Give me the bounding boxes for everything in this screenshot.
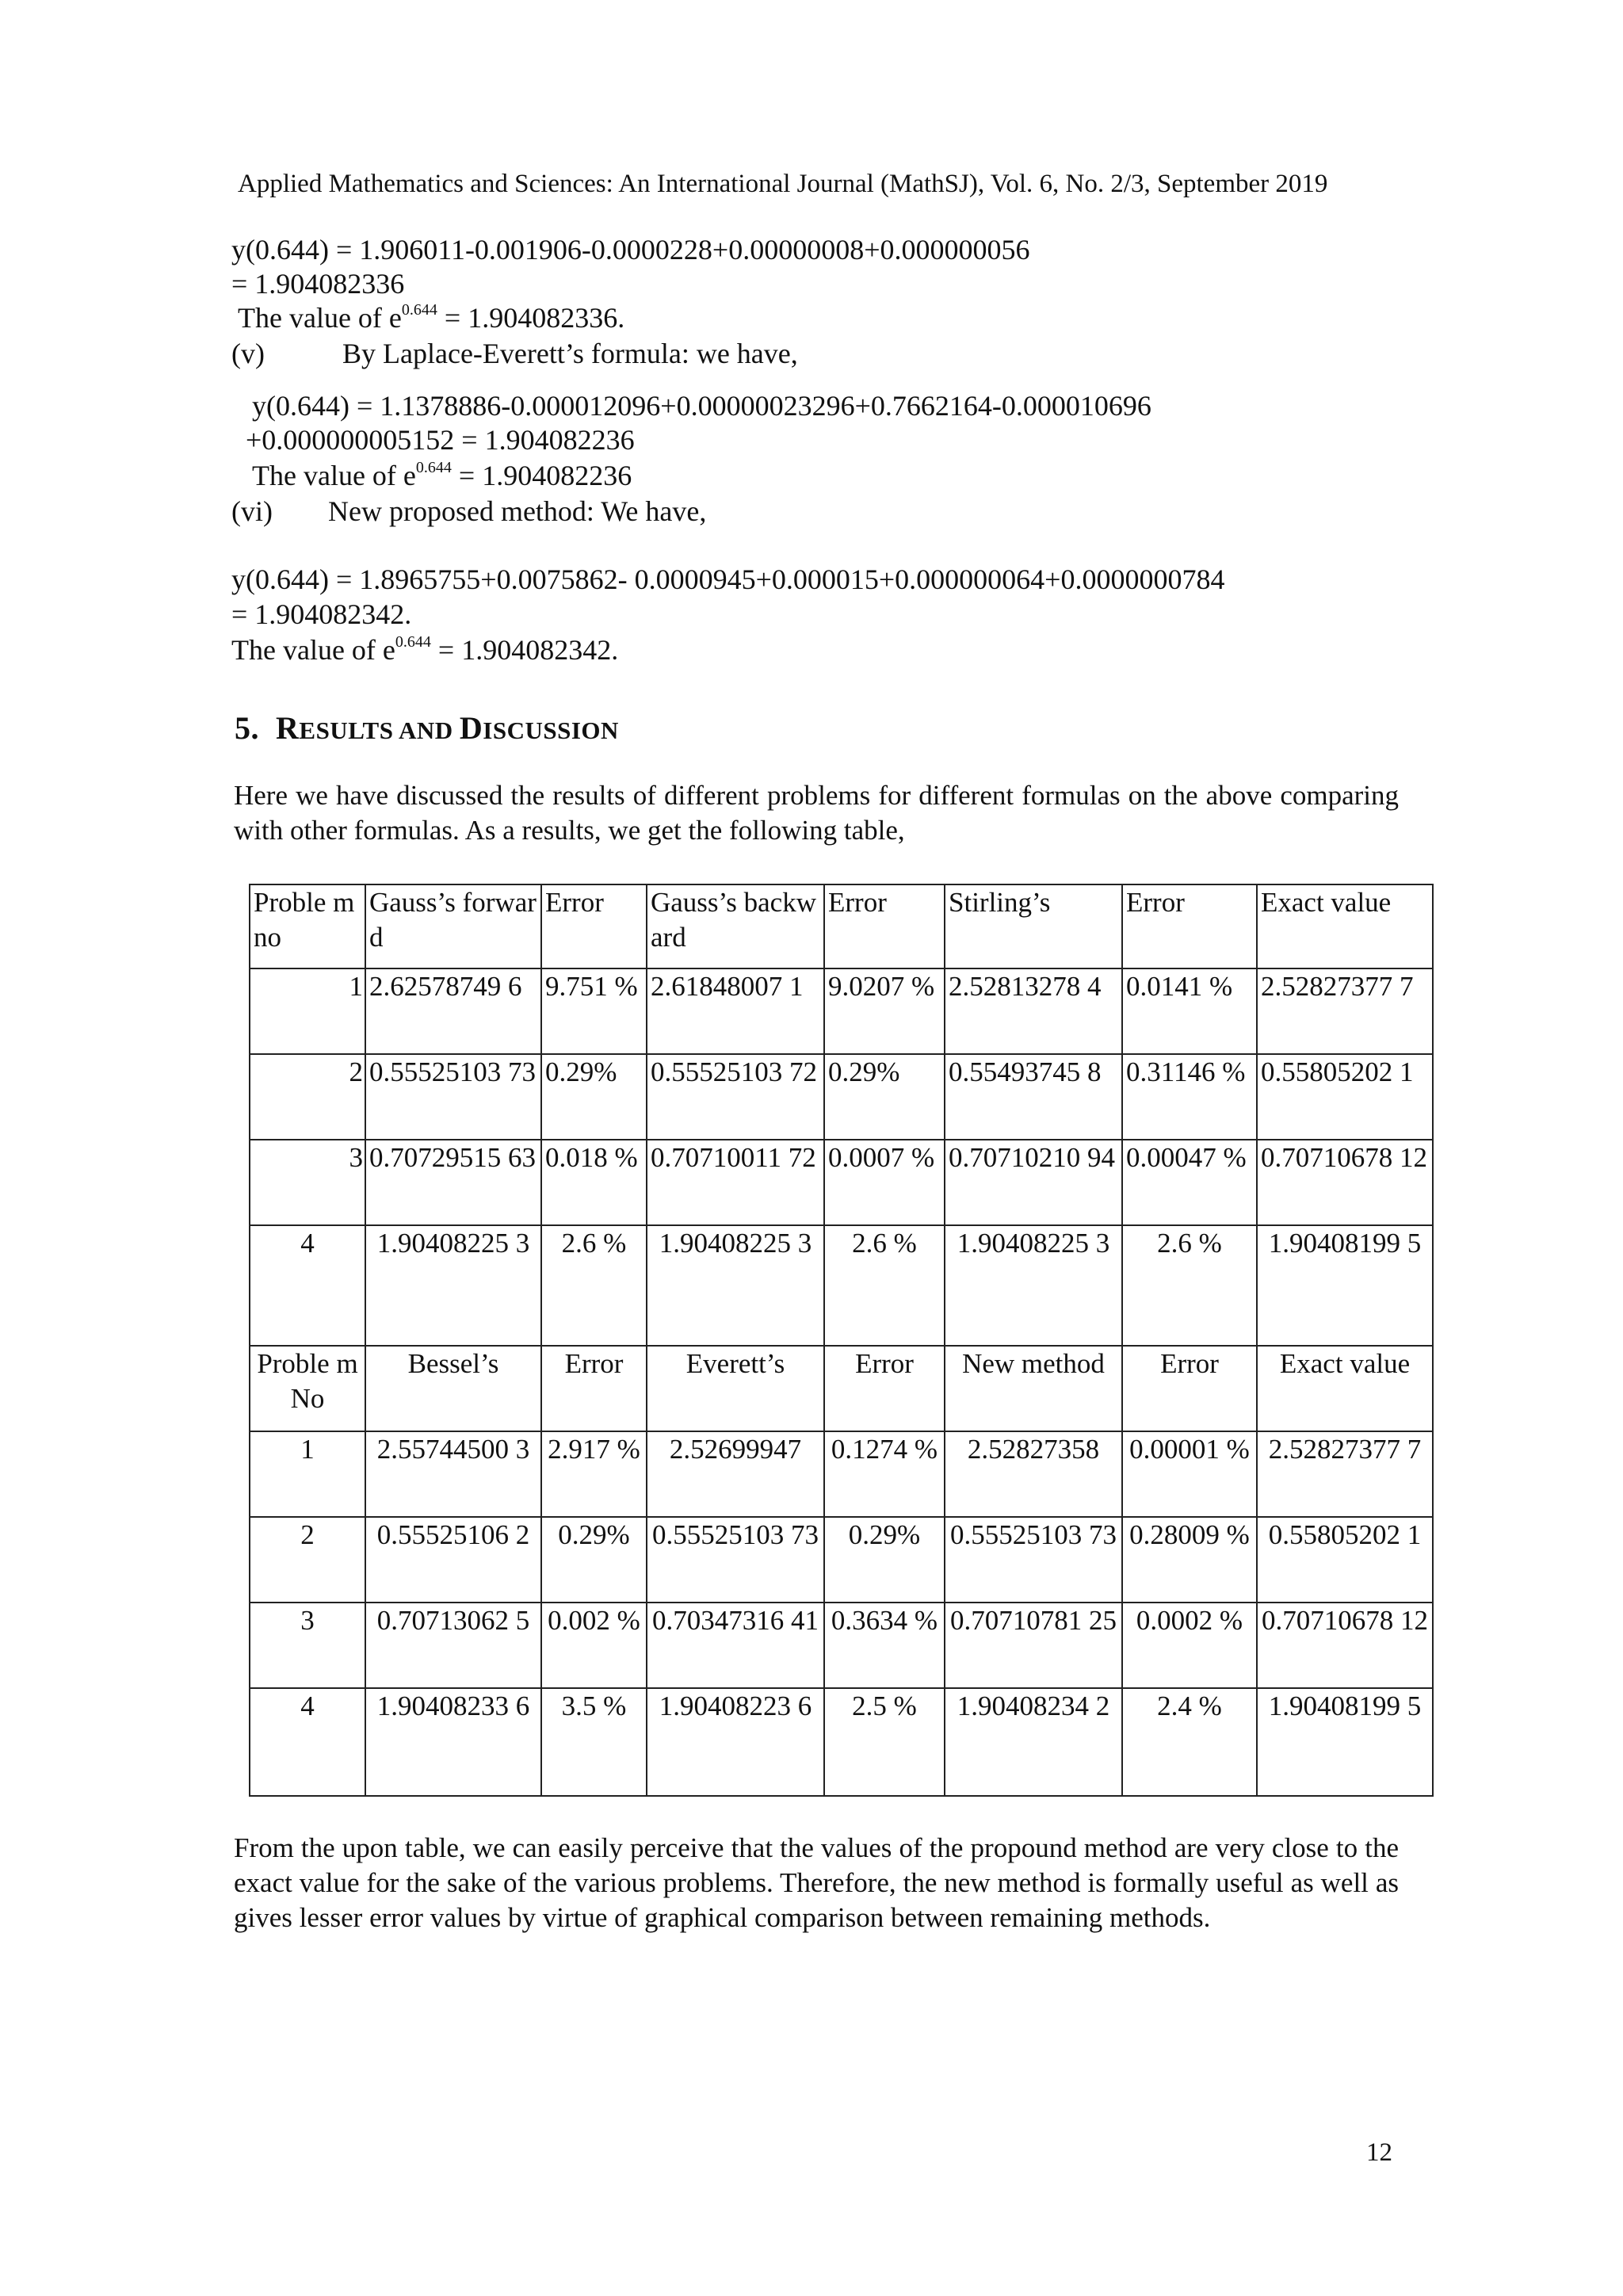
table-cell: 0.0007 % [824, 1140, 945, 1225]
table-cell: 2.61848007 1 [647, 968, 824, 1054]
table-cell: 2.52827377 7 [1257, 968, 1433, 1054]
header-cell: New method [945, 1346, 1122, 1431]
table-cell: 0.70713062 5 [365, 1603, 541, 1688]
value-line-2-post: = 1.904082236 [451, 460, 632, 491]
header-cell: Error [1122, 1346, 1257, 1431]
table-cell: 0.55805202 1 [1257, 1517, 1433, 1603]
section-number: 5. [235, 710, 259, 746]
header-cell: Proble m No [250, 1346, 365, 1431]
method-vi-number: (vi) [231, 495, 273, 527]
header-cell: Error [824, 1346, 945, 1431]
table-cell: 0.1274 % [824, 1431, 945, 1517]
table-cell: 0.3634 % [824, 1603, 945, 1688]
table-cell: 2.6 % [824, 1225, 945, 1346]
table-cell: 2.52827358 [945, 1431, 1122, 1517]
value-line-3-post: = 1.904082342. [430, 634, 619, 666]
table-header-row-1 [250, 884, 1433, 968]
table-cell: 2.917 % [541, 1431, 647, 1517]
table-cell: 0.29% [824, 1054, 945, 1140]
header-cell: Error [541, 1346, 647, 1431]
value-line-1-post: = 1.904082336. [437, 302, 625, 334]
table-row [250, 968, 1433, 1054]
equation-line-6: = 1.904082342. [231, 598, 412, 630]
table-cell: 0.29% [541, 1517, 647, 1603]
value-line-1 [238, 300, 624, 335]
header-cell: Exact value [1257, 1346, 1433, 1431]
conclusion-paragraph: From the upon table, we can easily perceive that the values of the propound method are very close to the exact value for the sake of the various problems. Therefore, the new method is formally useful as well as gives lesser error values by virtue of graphical comparison between remaining methods. [234, 1832, 1399, 1933]
table-cell: 0.29% [541, 1054, 647, 1140]
header-cell: Exact value [1257, 884, 1433, 968]
equation-line-3: y(0.644) = 1.1378886-0.000012096+0.00000023296+0.7662164-0.000010696 [252, 390, 1151, 422]
header-cell: Error [1122, 884, 1257, 968]
table-cell: 3 [250, 1140, 365, 1225]
table-cell: 0.55525103 73 [945, 1517, 1122, 1603]
header-cell: Error [824, 884, 945, 968]
table-row [250, 1054, 1433, 1140]
table-cell: 1 [250, 1431, 365, 1517]
header-cell: Error [541, 884, 647, 968]
table-cell: 3.5 % [541, 1688, 647, 1796]
value-line-2-pre: The value of e [252, 460, 416, 491]
header-cell: Everett’s [647, 1346, 824, 1431]
table-cell: 0.55805202 1 [1257, 1054, 1433, 1140]
table-cell: 0.70710678 12 [1257, 1603, 1433, 1688]
table-cell: 0.70710781 25 [945, 1603, 1122, 1688]
running-header: Applied Mathematics and Sciences: An International Journal (MathSJ), Vol. 6, No. 2/3, September 2019 [238, 170, 1328, 198]
table-row [250, 1603, 1433, 1688]
table-cell: 9.751 % [541, 968, 647, 1054]
table-cell: 1.90408225 3 [365, 1225, 541, 1346]
table-cell: 2.6 % [1122, 1225, 1257, 1346]
table-cell: 2.52699947 [647, 1431, 824, 1517]
table-cell: 2.55744500 3 [365, 1431, 541, 1517]
table-cell: 1 [250, 968, 365, 1054]
section-title-letter-r: R [276, 710, 300, 746]
table-cell: 0.31146 % [1122, 1054, 1257, 1140]
table-cell: 1.90408199 5 [1257, 1225, 1433, 1346]
table-cell: 2.6 % [541, 1225, 647, 1346]
table-cell: 2.52827377 7 [1257, 1431, 1433, 1517]
table-cell: 0.002 % [541, 1603, 647, 1688]
section-title-part-2: ISCUSSION [483, 716, 619, 744]
header-cell: Stirling’s [945, 884, 1122, 968]
equation-line-5: y(0.644) = 1.8965755+0.0075862- 0.0000945+0.000015+0.000000064+0.0000000784 [231, 563, 1225, 595]
intro-paragraph: Here we have discussed the results of different problems for different formulas on the above comparing with other formulas. As a results, we get the following table, [234, 780, 1399, 846]
value-line-2 [252, 458, 632, 493]
table-cell: 0.70347316 41 [647, 1603, 824, 1688]
table-cell: 1.90408225 3 [647, 1225, 824, 1346]
results-table [249, 884, 1434, 1797]
table-cell: 2.62578749 6 [365, 968, 541, 1054]
table-cell: 4 [250, 1688, 365, 1796]
method-vi-text: New proposed method: We have, [328, 495, 707, 527]
table-cell: 0.70729515 63 [365, 1140, 541, 1225]
table-cell: 0.70710678 12 [1257, 1140, 1433, 1225]
table-cell: 0.28009 % [1122, 1517, 1257, 1603]
method-v-text: By Laplace-Everett’s formula: we have, [342, 338, 798, 369]
table-cell: 1.90408225 3 [945, 1225, 1122, 1346]
table-cell: 0.55525103 72 [647, 1054, 824, 1140]
method-v-line [231, 336, 798, 371]
table-cell: 2 [250, 1517, 365, 1603]
section-title-part-1: ESULTS AND [299, 716, 460, 744]
table-cell: 9.0207 % [824, 968, 945, 1054]
section-title-letter-d: D [459, 710, 483, 746]
page-number: 12 [1366, 2138, 1392, 2167]
header-cell: Proble m no [250, 884, 365, 968]
table-row [250, 1140, 1433, 1225]
table-row [250, 1225, 1433, 1346]
table-row [250, 1517, 1433, 1603]
section-heading [235, 709, 619, 747]
table-cell: 0.55525103 73 [365, 1054, 541, 1140]
table-cell: 2.4 % [1122, 1688, 1257, 1796]
table-cell: 2 [250, 1054, 365, 1140]
table-cell: 0.55525106 2 [365, 1517, 541, 1603]
table-header-row-2 [250, 1346, 1433, 1431]
table-cell: 0.70710011 72 [647, 1140, 824, 1225]
method-v-number: (v) [231, 338, 265, 369]
table-cell: 1.90408199 5 [1257, 1688, 1433, 1796]
header-cell: Gauss’s backward [647, 884, 824, 968]
equation-line-1: y(0.644) = 1.906011-0.001906-0.0000228+0.00000008+0.000000056 [231, 234, 1030, 266]
table-cell: 0.018 % [541, 1140, 647, 1225]
table-cell: 0.0002 % [1122, 1603, 1257, 1688]
table-cell: 0.55525103 73 [647, 1517, 824, 1603]
table-cell: 0.00047 % [1122, 1140, 1257, 1225]
table-cell: 4 [250, 1225, 365, 1346]
table-row [250, 1431, 1433, 1517]
exponent: 0.644 [395, 633, 431, 651]
table-cell: 0.29% [824, 1517, 945, 1603]
value-line-3 [231, 632, 618, 667]
table-cell: 0.00001 % [1122, 1431, 1257, 1517]
table-cell: 0.55493745 8 [945, 1054, 1122, 1140]
table-cell: 3 [250, 1603, 365, 1688]
table-cell: 1.90408223 6 [647, 1688, 824, 1796]
value-line-1-pre: The value of e [238, 302, 402, 334]
table-cell: 2.5 % [824, 1688, 945, 1796]
header-cell: Gauss’s forward [365, 884, 541, 968]
equation-line-4: +0.000000005152 = 1.904082236 [246, 424, 635, 456]
equation-line-2: = 1.904082336 [231, 268, 405, 300]
table-cell: 1.90408234 2 [945, 1688, 1122, 1796]
exponent: 0.644 [415, 459, 452, 476]
header-cell: Bessel’s [365, 1346, 541, 1431]
table-cell: 2.52813278 4 [945, 968, 1122, 1054]
table-cell: 0.70710210 94 [945, 1140, 1122, 1225]
table-cell: 1.90408233 6 [365, 1688, 541, 1796]
table-cell: 0.0141 % [1122, 968, 1257, 1054]
table-row [250, 1688, 1433, 1796]
method-vi-line [231, 494, 706, 529]
exponent: 0.644 [401, 301, 437, 319]
value-line-3-pre: The value of e [231, 634, 395, 666]
